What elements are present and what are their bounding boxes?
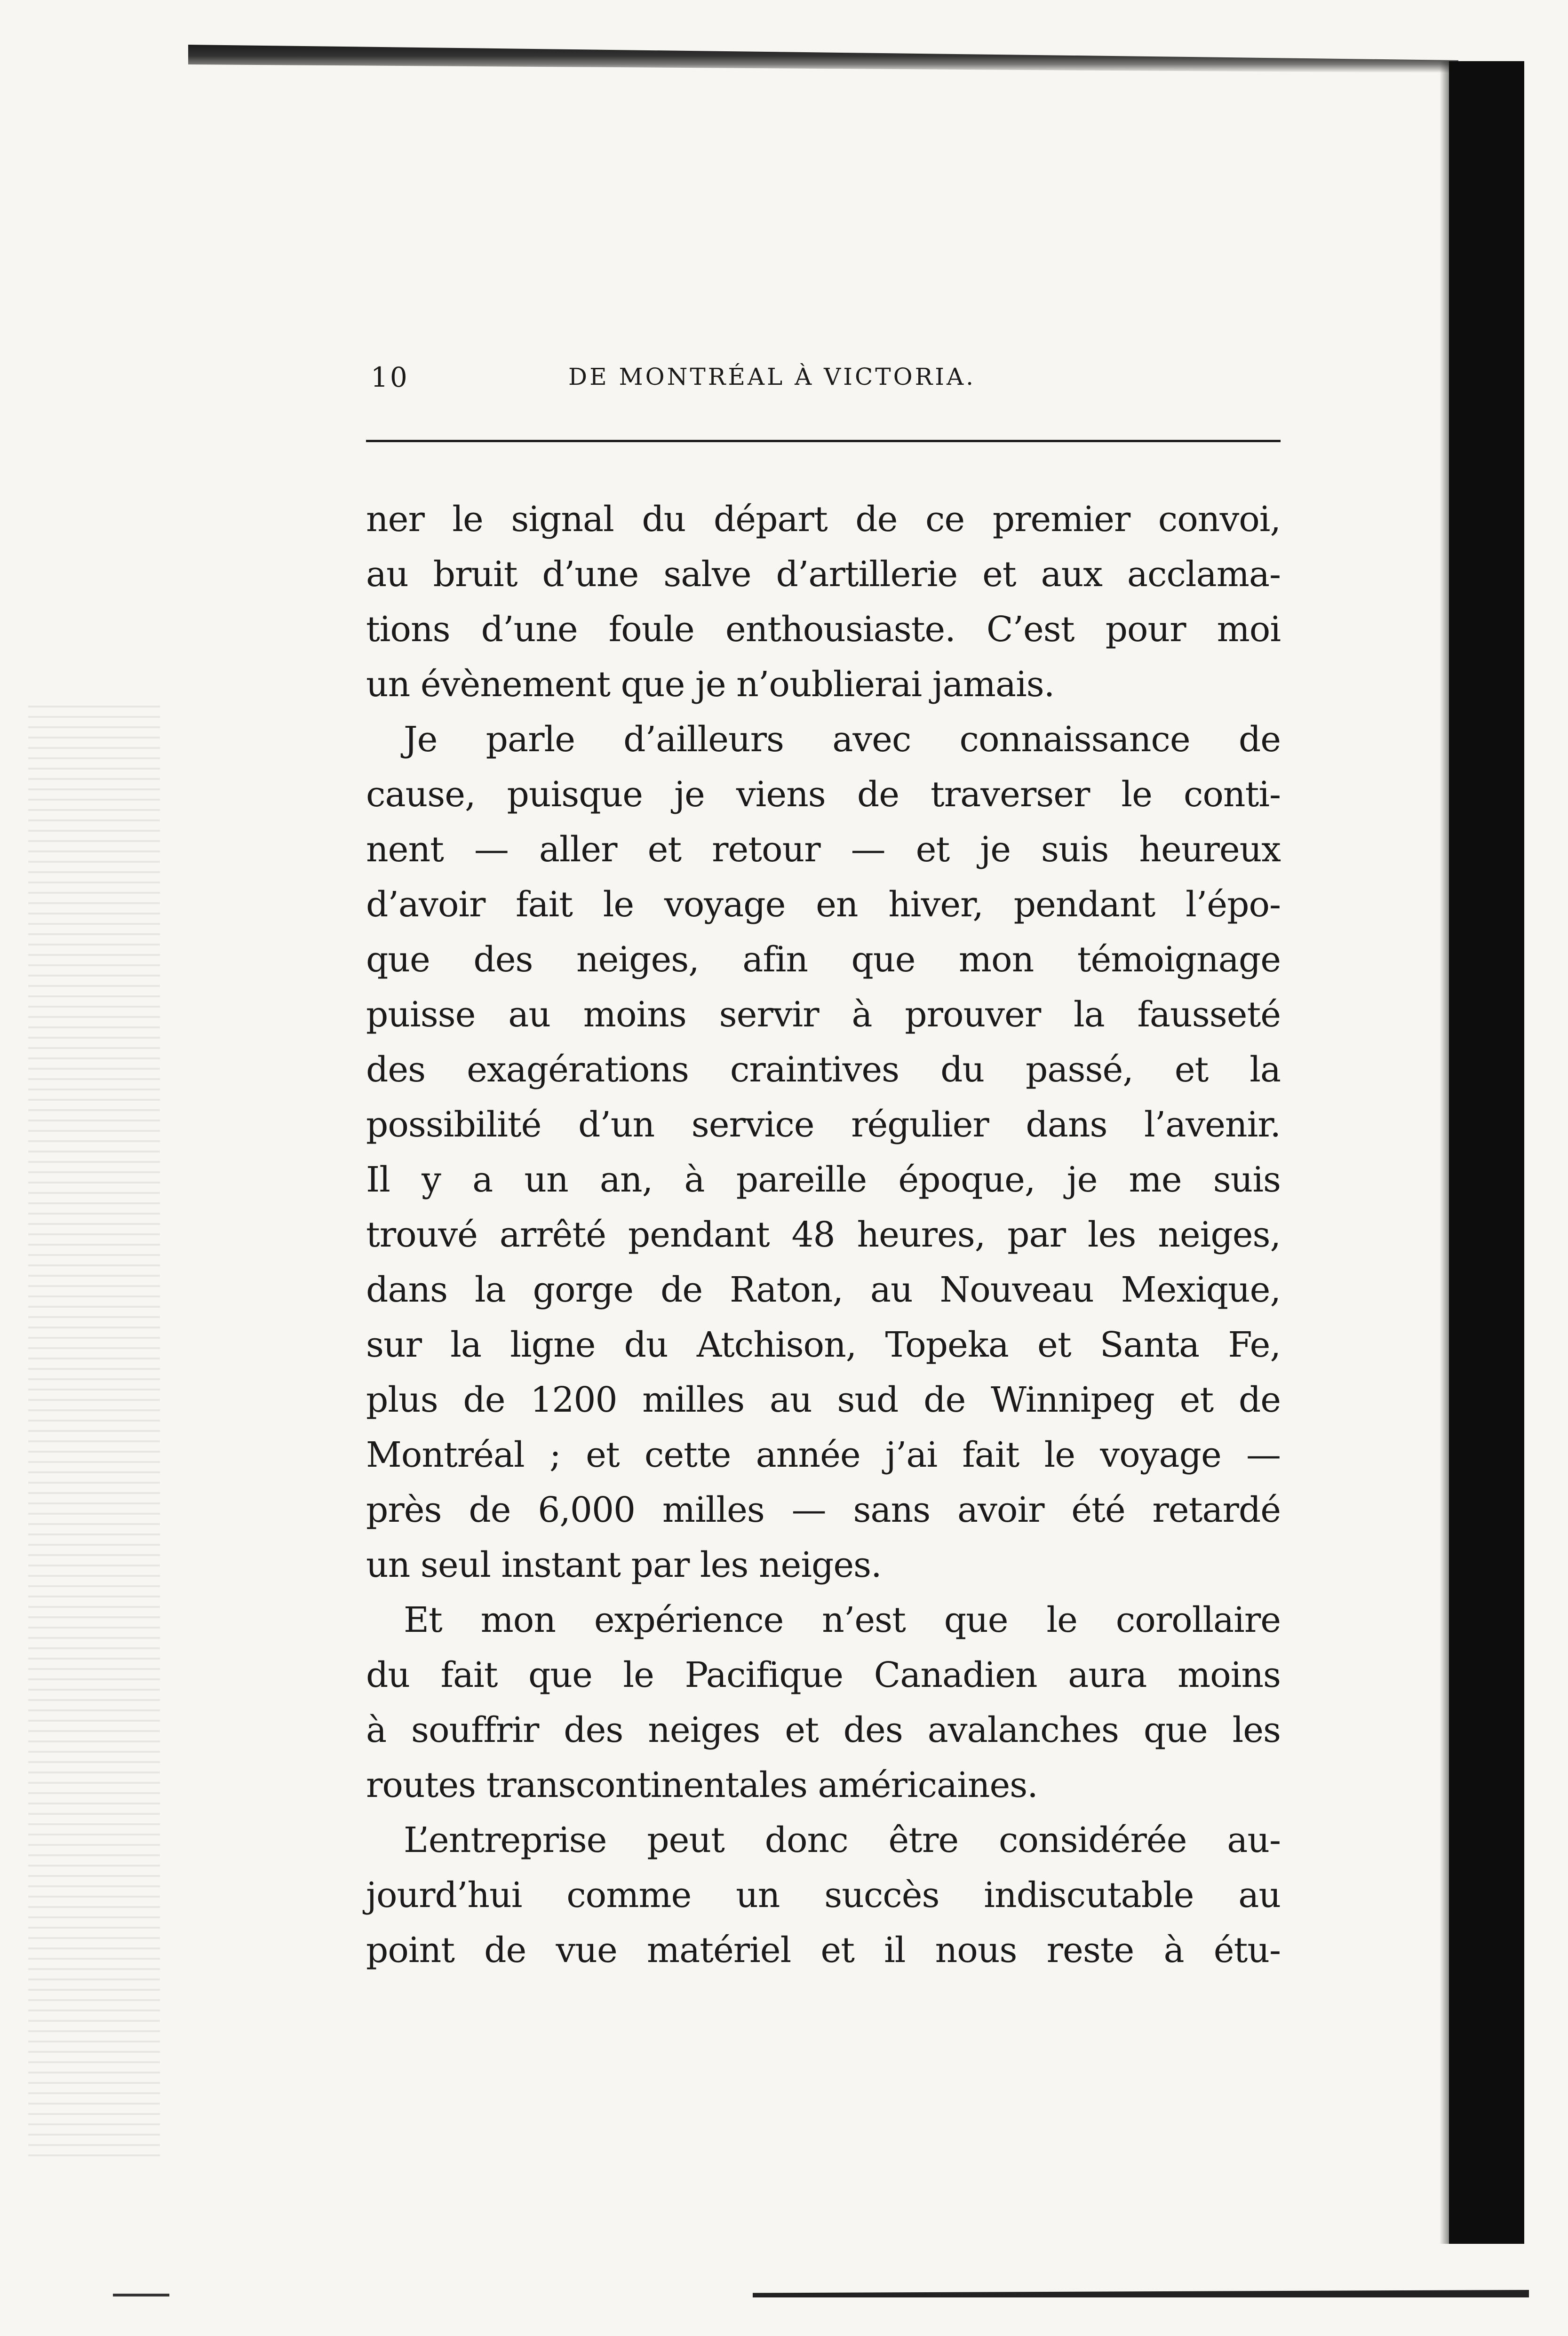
scan-shadow-bottom (753, 2290, 1529, 2297)
text-line: un évènement que je n’oublierai jamais. (366, 664, 1055, 705)
text-line: Je parle d’ailleurs avec connaissance de (404, 719, 1281, 760)
body-text (366, 492, 1281, 1978)
text-line: trouvé arrêté pendant 48 heures, par les neiges, (366, 1215, 1281, 1255)
text-line: point de vue matériel et il nous reste à étu- (366, 1930, 1281, 1971)
text-line: tions d’une foule enthousiaste. C’est pour moi (366, 609, 1281, 650)
running-title: DE MONTRÉAL À VICTORIA. (568, 363, 976, 390)
header-rule (366, 440, 1281, 442)
text-line: routes transcontinentales américaines. (366, 1765, 1038, 1805)
scan-shadow-right-fade (1440, 61, 1450, 2244)
text-line: nent — aller et retour — et je suis heureux (366, 829, 1281, 870)
scan-noise-left (28, 706, 160, 2164)
text-line: d’avoir fait le voyage en hiver, pendant l’épo- (366, 884, 1281, 925)
page-number: 10 (371, 361, 409, 393)
text-line: à souffrir des neiges et des avalanches que les (366, 1710, 1281, 1750)
text-line: jourd’hui comme un succès indiscutable au (366, 1875, 1281, 1915)
text-line: dans la gorge de Raton, au Nouveau Mexique, (366, 1270, 1281, 1310)
text-line: ner le signal du départ de ce premier convoi, (366, 499, 1281, 540)
text-line: des exagérations craintives du passé, et la (366, 1049, 1281, 1090)
text-line: un seul instant par les neiges. (366, 1545, 882, 1585)
text-line: puisse au moins servir à prouver la fausseté (366, 994, 1281, 1035)
scan-mark-bottom-left (113, 2294, 169, 2296)
text-line: Il y a un an, à pareille époque, je me suis (366, 1160, 1281, 1200)
text-line: Et mon expérience n’est que le corollaire (404, 1600, 1281, 1640)
running-head (371, 358, 1279, 400)
text-line: sur la ligne du Atchison, Topeka et Santa Fe, (366, 1325, 1281, 1365)
scan-shadow-top (188, 45, 1458, 73)
text-line: Montréal ; et cette année j’ai fait le voyage — (366, 1435, 1281, 1475)
text-line: cause, puisque je viens de traverser le conti- (366, 774, 1281, 815)
text-line: du fait que le Pacifique Canadien aura moins (366, 1655, 1281, 1695)
text-line: possibilité d’un service régulier dans l’avenir. (366, 1104, 1281, 1145)
text-line: que des neiges, afin que mon témoignage (366, 939, 1281, 980)
text-line: au bruit d’une salve d’artillerie et aux acclama- (366, 554, 1281, 595)
scan-shadow-right (1449, 61, 1524, 2244)
text-line: L’entreprise peut donc être considérée au- (404, 1820, 1281, 1860)
text-line: près de 6,000 milles — sans avoir été retardé (366, 1490, 1281, 1530)
text-line: plus de 1200 milles au sud de Winnipeg et de (366, 1380, 1281, 1420)
